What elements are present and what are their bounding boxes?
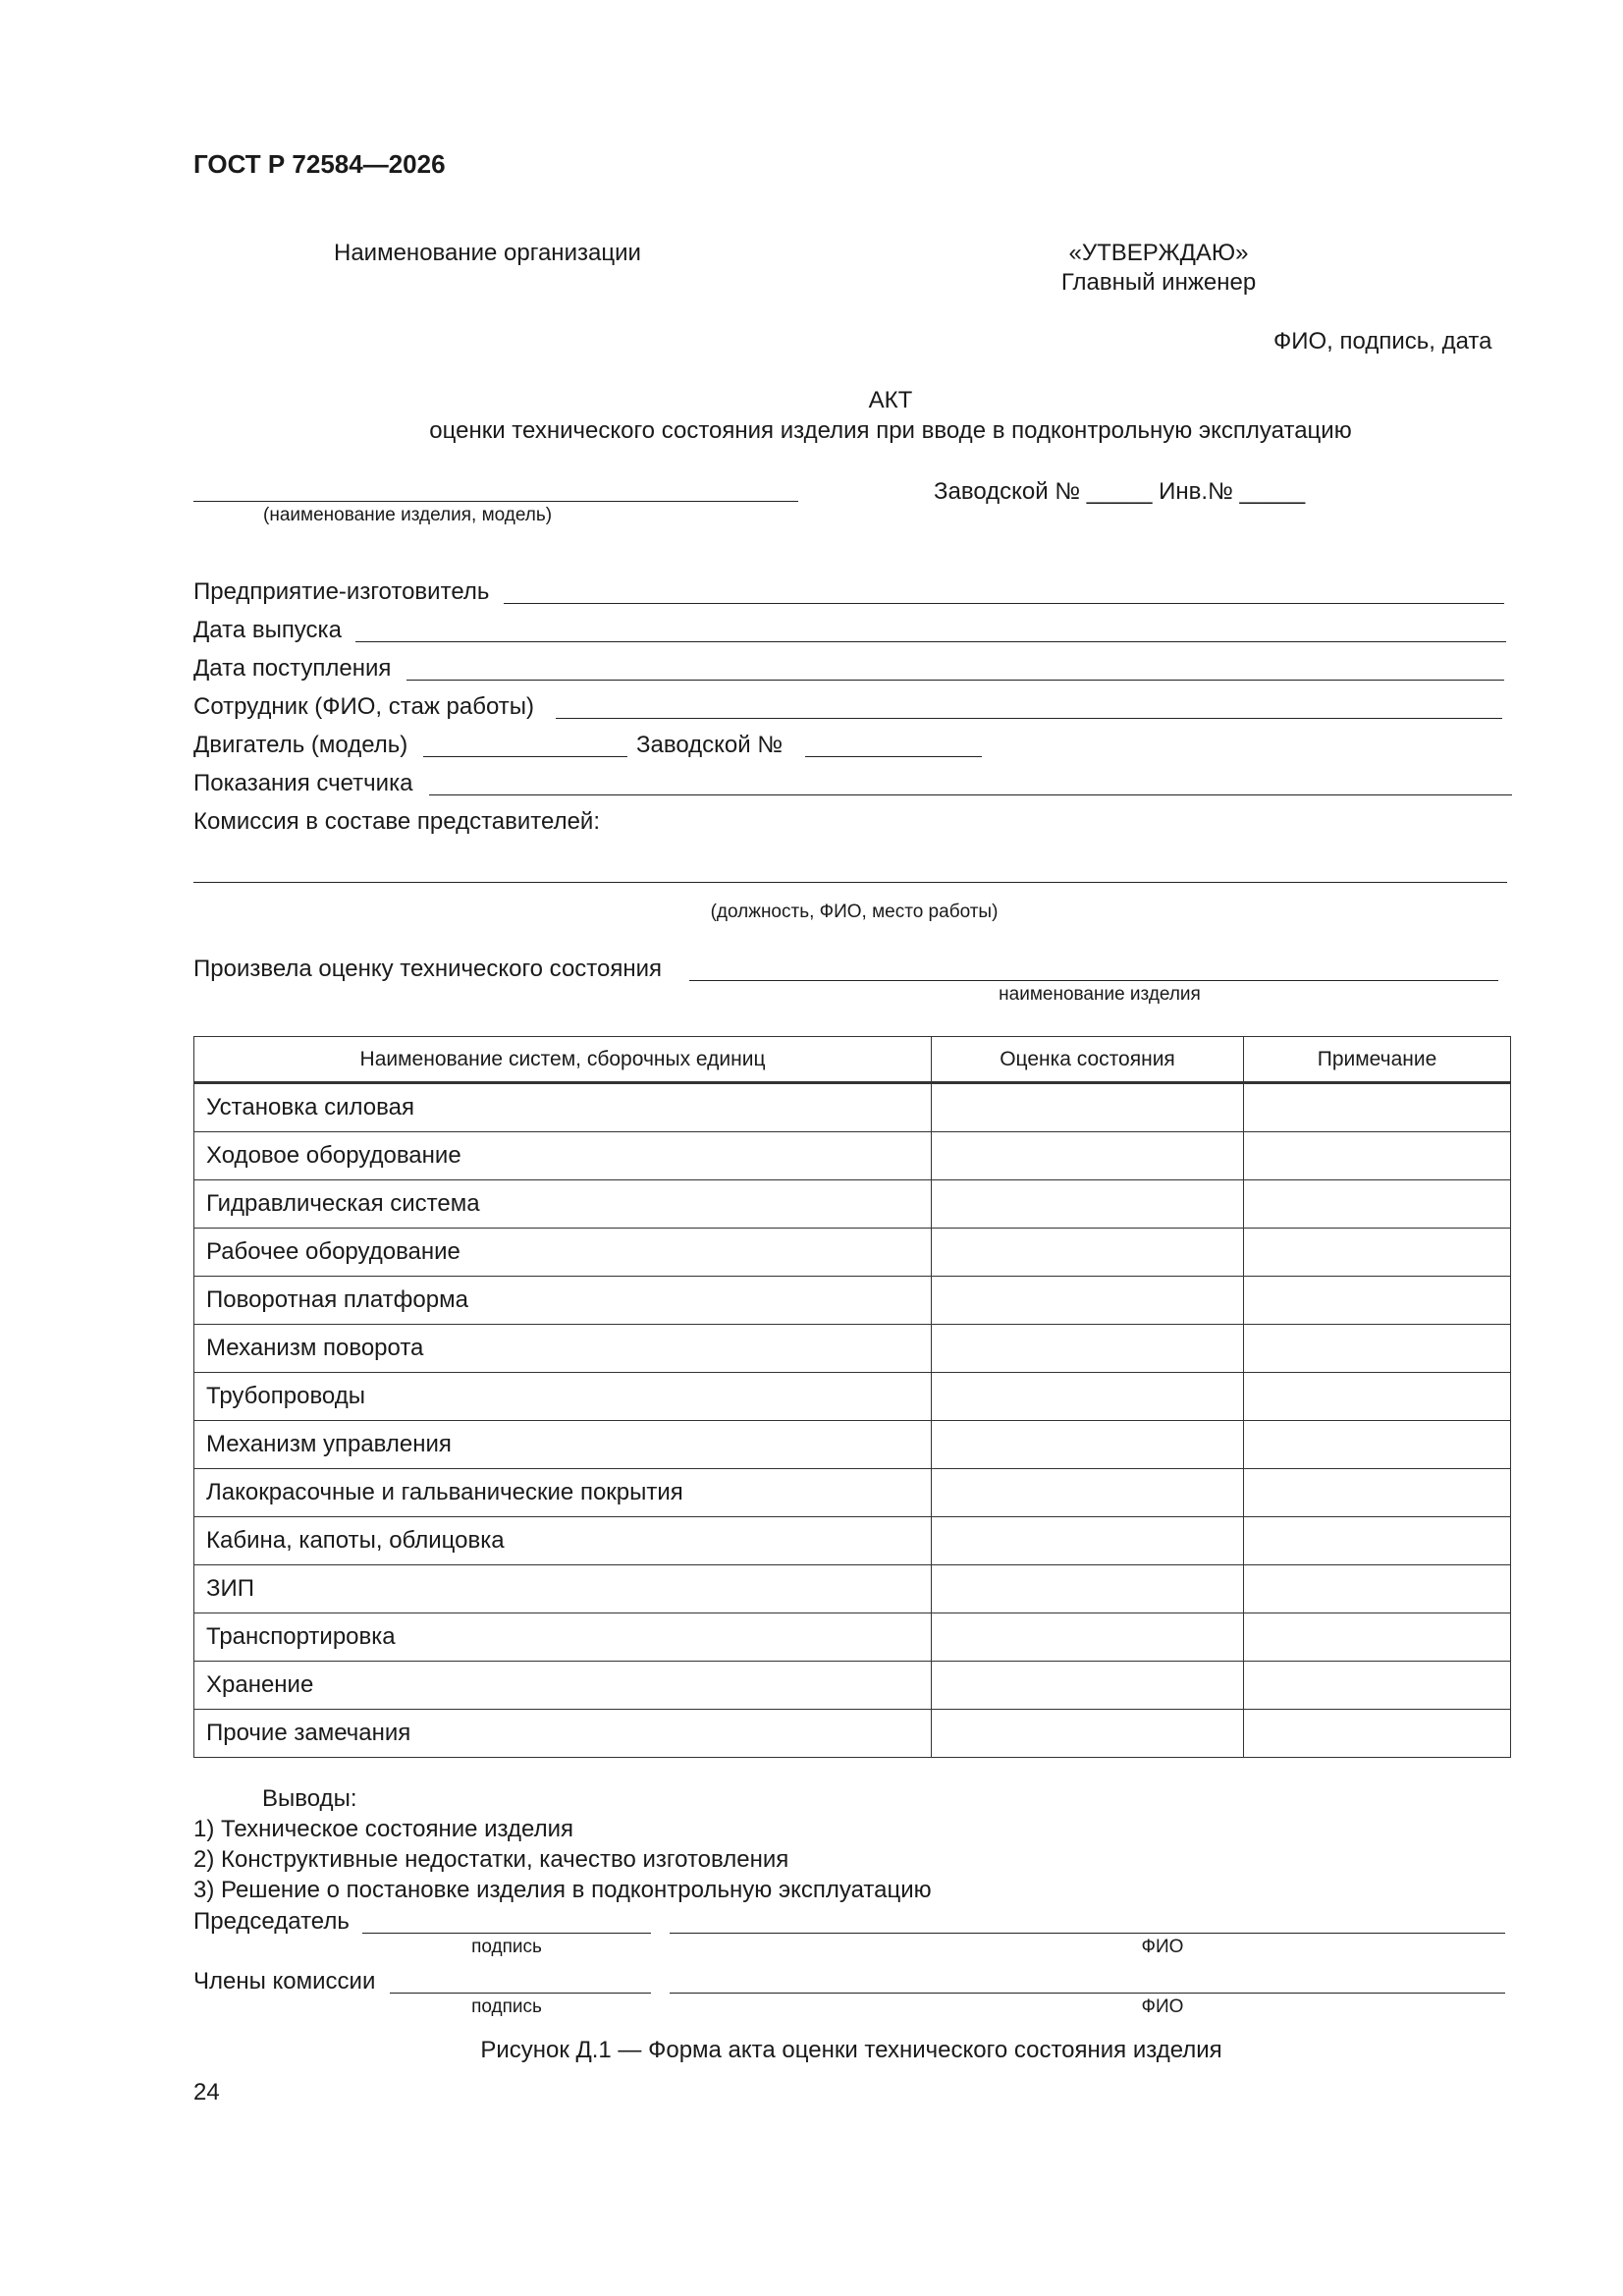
serial-inventory-label: Заводской № _____ Инв.№ _____ [934,478,1306,505]
assessed-label: Произвела оценку технического состояния [193,956,663,982]
column-header-assessment: Оценка состояния [932,1037,1244,1083]
chairman-name-caption: ФИО [1141,1937,1184,1957]
signature-date-label: ФИО, подпись, дата [1273,328,1492,355]
note-cell [1244,1710,1511,1758]
system-name: Лакокрасочные и гальванические покрытия [194,1469,932,1517]
assessment-cell [932,1469,1244,1517]
assessment-cell [932,1277,1244,1325]
arrival-date-label: Дата поступления [193,655,392,682]
assessment-cell [932,1132,1244,1180]
assessment-cell [932,1565,1244,1613]
chairman-label: Председатель [193,1908,350,1935]
assessed-caption: наименование изделия [999,984,1201,1005]
system-name: Транспортировка [194,1613,932,1662]
conclusions-heading: Выводы: [262,1785,357,1812]
system-name: Трубопроводы [194,1373,932,1421]
assessment-cell [932,1373,1244,1421]
assessment-cell [932,1613,1244,1662]
members-label: Члены комиссии [193,1968,376,1995]
arrival-date-line [406,680,1504,681]
system-name: Поворотная платформа [194,1277,932,1325]
systems-table [193,1036,1511,1758]
note-cell [1244,1662,1511,1710]
table-row [194,1710,1511,1758]
conclusion-item: 3) Решение о постановке изделия в подконтрольную эксплуатацию [193,1877,932,1903]
chairman-signature-caption: подпись [471,1937,542,1957]
act-title: АКТ [868,387,913,413]
note-cell [1244,1421,1511,1469]
approve-label: «УТВЕРЖДАЮ» [1068,240,1249,266]
note-cell [1244,1373,1511,1421]
column-header-systems: Наименование систем, сборочных единиц [194,1037,932,1083]
note-cell [1244,1469,1511,1517]
page-number: 24 [193,2079,220,2105]
assessment-cell [932,1083,1244,1132]
conclusion-item: 2) Конструктивные недостатки, качество изготовления [193,1846,789,1873]
table-row [194,1662,1511,1710]
assessed-line [689,980,1498,981]
table-row [194,1613,1511,1662]
engine-serial-line [805,756,982,757]
note-cell [1244,1180,1511,1229]
note-cell [1244,1517,1511,1565]
manufacturer-line [504,603,1504,604]
table-row [194,1083,1511,1132]
table-row [194,1325,1511,1373]
note-cell [1244,1132,1511,1180]
system-name: Гидравлическая система [194,1180,932,1229]
engine-label: Двигатель (модель) [193,732,408,758]
assessment-cell [932,1229,1244,1277]
chief-engineer-label: Главный инженер [1060,269,1257,296]
table-row [194,1565,1511,1613]
system-name: Прочие замечания [194,1710,932,1758]
assessment-cell [932,1325,1244,1373]
system-name: Механизм управления [194,1421,932,1469]
commission-caption: (должность, ФИО, место работы) [710,902,999,922]
figure-caption: Рисунок Д.1 — Форма акта оценки технического состояния изделия [480,2037,1222,2063]
table-row [194,1373,1511,1421]
system-name: Хранение [194,1662,932,1710]
note-cell [1244,1229,1511,1277]
commission-label: Комиссия в составе представителей: [193,808,600,835]
assessment-cell [932,1421,1244,1469]
system-name: ЗИП [194,1565,932,1613]
engine-line [423,756,627,757]
product-name-caption: (наименование изделия, модель) [263,505,553,525]
members-name-caption: ФИО [1141,1996,1184,2017]
table-row [194,1132,1511,1180]
table-row [194,1469,1511,1517]
employee-line [556,718,1502,719]
release-date-line [355,641,1506,642]
assessment-cell [932,1710,1244,1758]
members-name-line [670,1993,1505,1994]
engine-serial-label: Заводской № [636,732,784,758]
assessment-cell [932,1180,1244,1229]
note-cell [1244,1565,1511,1613]
table-row [194,1421,1511,1469]
assessment-cell [932,1517,1244,1565]
system-name: Ходовое оборудование [194,1132,932,1180]
release-date-label: Дата выпуска [193,617,342,643]
chairman-signature-line [362,1933,651,1934]
conclusion-item: 1) Техническое состояние изделия [193,1816,573,1842]
counter-label: Показания счетчика [193,770,413,796]
product-name-line [193,501,798,502]
system-name: Кабина, капоты, облицовка [194,1517,932,1565]
employee-label: Сотрудник (ФИО, стаж работы) [193,693,535,720]
system-name: Рабочее оборудование [194,1229,932,1277]
act-subtitle: оценки технического состояния изделия при вводе в подконтрольную эксплуатацию [429,417,1352,444]
members-signature-caption: подпись [471,1996,542,2017]
chairman-name-line [670,1933,1505,1934]
system-name: Механизм поворота [194,1325,932,1373]
table-row [194,1517,1511,1565]
table-row [194,1277,1511,1325]
system-name: Установка силовая [194,1083,932,1132]
organization-name-label: Наименование организации [334,240,641,266]
members-signature-line [390,1993,651,1994]
manufacturer-label: Предприятие-изготовитель [193,578,490,605]
table-row [194,1180,1511,1229]
table-row [194,1229,1511,1277]
standard-number: ГОСТ Р 72584—2026 [193,149,446,179]
note-cell [1244,1277,1511,1325]
counter-line [429,794,1512,795]
assessment-cell [932,1662,1244,1710]
note-cell [1244,1083,1511,1132]
note-cell [1244,1613,1511,1662]
note-cell [1244,1325,1511,1373]
column-header-note: Примечание [1244,1037,1511,1083]
commission-line [193,882,1507,883]
